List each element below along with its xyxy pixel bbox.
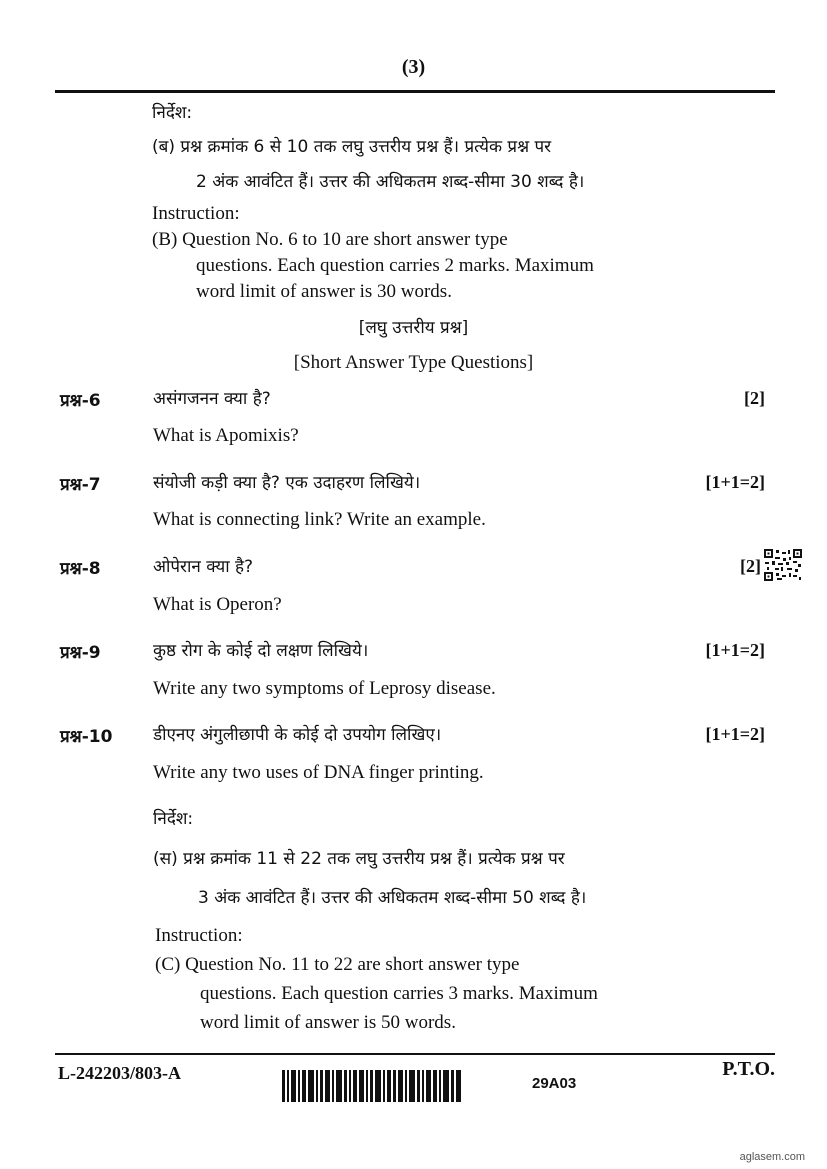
question-7-number: प्रश्न-7 [60, 475, 101, 495]
watermark: aglasem.com [739, 1151, 805, 1163]
question-8-number: प्रश्न-8 [60, 559, 101, 579]
question-6-number: प्रश्न-6 [60, 391, 101, 411]
page-number: (3) [401, 56, 426, 78]
question-6-hindi: असंगजनन क्या है? [153, 389, 271, 409]
paper-code: L-242203/803-A [58, 1063, 181, 1083]
question-10-number: प्रश्न-10 [60, 727, 113, 747]
question-7-hindi: संयोजी कड़ी क्या है? एक उदाहरण लिखिये। [153, 473, 421, 493]
instruction-b-english-heading: Instruction: [152, 203, 240, 224]
question-6-english: What is Apomixis? [153, 425, 299, 446]
instruction-b-english-line3: word limit of answer is 30 words. [196, 281, 452, 302]
question-6-marks: [2] [744, 388, 765, 408]
question-10-marks: [1+1=2] [705, 724, 765, 744]
instruction-b-hindi-heading: निर्देश: [152, 103, 193, 123]
bottom-divider [55, 1053, 775, 1055]
top-divider [55, 90, 775, 93]
instruction-b-english-line1: (B) Question No. 6 to 10 are short answer type [152, 229, 508, 250]
instruction-c-hindi-line1: (स) प्रश्न क्रमांक 11 से 22 तक लघु उत्तरीय प्रश्न हैं। प्रत्येक प्रश्न पर [153, 849, 565, 869]
instruction-b-hindi-line2: 2 अंक आवंटित हैं। उत्तर की अधिकतम शब्द-सीमा 30 शब्द है। [196, 172, 585, 192]
pto-label: P.T.O. [722, 1058, 775, 1080]
section-title-hindi: [लघु उत्तरीय प्रश्न] [358, 318, 469, 338]
instruction-c-english-line2: questions. Each question carries 3 marks. Maximum [200, 983, 598, 1004]
instruction-c-english-line3: word limit of answer is 50 words. [200, 1012, 456, 1033]
qr-code-icon [764, 549, 802, 581]
question-7-marks: [1+1=2] [705, 472, 765, 492]
instruction-c-english-heading: Instruction: [155, 925, 243, 946]
question-10-english: Write any two uses of DNA finger printing. [153, 762, 484, 783]
barcode-text: 29A03 [532, 1075, 577, 1092]
instruction-c-hindi-line2: 3 अंक आवंटित हैं। उत्तर की अधिकतम शब्द-सीमा 50 शब्द है। [198, 888, 587, 908]
question-10-hindi: डीएनए अंगुलीछापी के कोई दो उपयोग लिखिए। [153, 725, 442, 745]
instruction-c-hindi-heading: निर्देश: [153, 809, 194, 829]
question-8-marks: [2] [740, 556, 761, 576]
question-9-number: प्रश्न-9 [60, 643, 101, 663]
question-9-marks: [1+1=2] [705, 640, 765, 660]
barcode-icon [282, 1070, 502, 1102]
question-9-hindi: कुष्ठ रोग के कोई दो लक्षण लिखिये। [153, 641, 369, 661]
question-8-hindi: ओपेरान क्या है? [153, 557, 254, 577]
instruction-c-english-line1: (C) Question No. 11 to 22 are short answer type [155, 954, 520, 975]
instruction-b-hindi-line1: (ब) प्रश्न क्रमांक 6 से 10 तक लघु उत्तरीय प्रश्न हैं। प्रत्येक प्रश्न पर [152, 137, 552, 157]
question-8-english: What is Operon? [153, 594, 282, 615]
question-9-english: Write any two symptoms of Leprosy disease. [153, 678, 496, 699]
section-title-english: [Short Answer Type Questions] [293, 352, 534, 373]
question-7-english: What is connecting link? Write an example. [153, 509, 486, 530]
instruction-b-english-line2: questions. Each question carries 2 marks. Maximum [196, 255, 594, 276]
